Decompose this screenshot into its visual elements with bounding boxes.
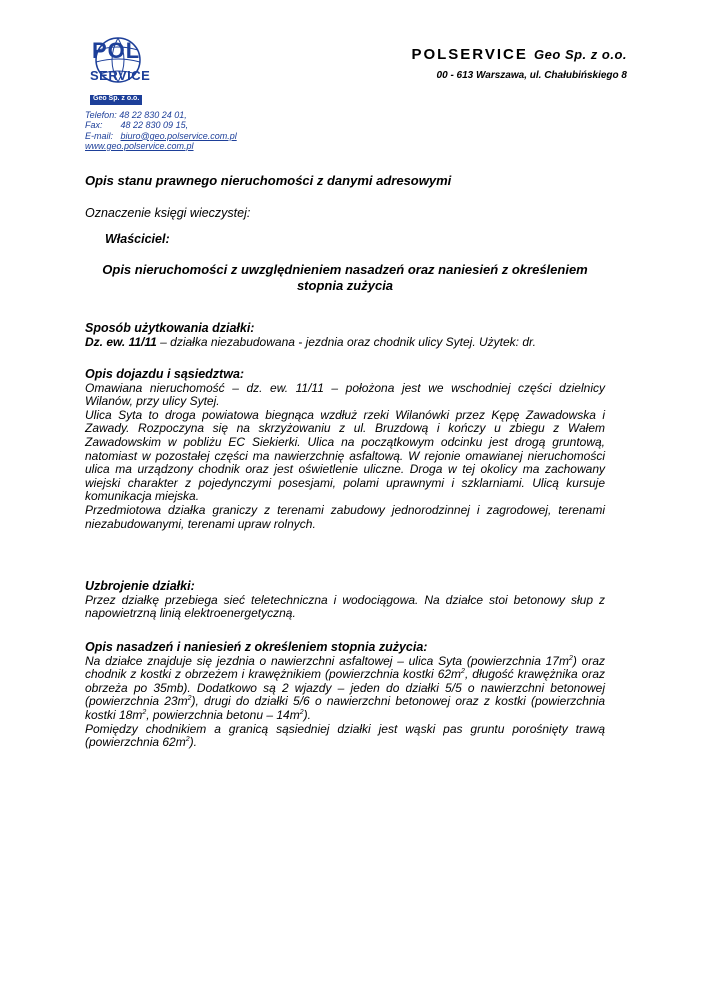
fax-value: 48 22 830 09 15, (120, 120, 189, 131)
superscript: 2 (568, 654, 573, 662)
text-fragment: Na działce znajduje się jezdnia o nawierzchni asfaltowej – ulica Syta (powierzchnia 17m (85, 653, 569, 668)
section-paragraph (85, 655, 605, 723)
contact-block (85, 110, 237, 151)
parcel-number: Dz. ew. 11/11 (85, 334, 157, 349)
www-line (85, 141, 237, 151)
superscript: 2 (142, 708, 147, 716)
superscript: 2 (299, 708, 304, 716)
phone-value: 48 22 830 24 01, (119, 110, 187, 120)
superscript: 2 (185, 736, 190, 744)
section-heading: Opis dojazdu i sąsiedztwa: (85, 367, 245, 381)
logo-text-pol: POL (92, 38, 141, 63)
company-name-suffix: Geo Sp. z o.o. (534, 47, 627, 62)
logo-text-geo: Geo Sp. z o.o. (93, 95, 140, 102)
company-address: 00 - 613 Warszawa, ul. Chałubińskiego 8 (436, 70, 627, 81)
superscript: 2 (461, 668, 465, 676)
text-fragment: ) oraz chodnik z kostki z obrzeżem i krawężnikiem (powierzchnia kostki 62m (85, 653, 605, 682)
email-label: E-mail: (85, 130, 114, 141)
section-paragraph: Przez działkę przebiega sieć teletechniczna i wodociągowa. Na działce stoi betonowy słup z napowietrzną linią elektroenergetyczną. (85, 592, 605, 621)
owner-label: Właściciel: (105, 232, 170, 246)
text-fragment: ). (189, 735, 197, 750)
section-heading: Sposób użytkowania działki: (85, 321, 255, 335)
text-fragment: , długość krawężnika oraz obrzeża po 35mb). Dodatkowo są 2 wjazdy – jeden do działki 5/5 o nawierzchni betonowej (powierzchnia 23m (85, 667, 605, 709)
section-improvements (85, 641, 605, 750)
logo-text-service: SERVICE (90, 68, 151, 83)
section-paragraph (85, 723, 605, 750)
phone-line (85, 110, 237, 120)
email-link[interactable]: biuro@geo.polservice.com.pl (120, 130, 237, 141)
section-access-neighbourhood (85, 368, 605, 531)
company-name-main: POLSERVICE (411, 46, 528, 63)
land-register-label: Oznaczenie księgi wieczystej: (85, 206, 251, 220)
text-fragment: ). (303, 707, 311, 722)
section-paragraph (85, 336, 605, 350)
text-fragment: , powierzchnia betonu – 14m (146, 707, 300, 722)
text-fragment: Pomiędzy chodnikiem a granicą sąsiedniej działki jest wąski pas gruntu porośnięty trawą (powierzchnia 62m (85, 721, 605, 750)
section-utilities (85, 580, 605, 621)
fax-line (85, 120, 237, 130)
section-paragraph: Przedmiotowa działka graniczy z terenami zabudowy jednorodzinnej i zagrodowej, terenami niezabudowanymi, terenami upraw rolnych. (85, 502, 605, 531)
website-link[interactable]: www.geo.polservice.com.pl (85, 140, 194, 151)
land-use-text: – działka niezabudowana - jezdnia oraz chodnik ulicy Sytej. Użytek: dr. (156, 334, 536, 349)
company-name (411, 46, 627, 63)
company-header (411, 46, 627, 81)
title-property-description: Opis nieruchomości z uwzględnieniem nasadzeń oraz naniesień z określeniem stopnia zużycia (102, 262, 588, 293)
section-heading: Uzbrojenie działki: (85, 579, 195, 593)
company-logo (88, 36, 151, 106)
superscript: 2 (187, 695, 192, 703)
email-line (85, 131, 237, 141)
section-land-use (85, 322, 605, 349)
title-legal-status: Opis stanu prawnego nieruchomości z danymi adresowymi (85, 173, 452, 188)
text-fragment: ), drugi do działki 5/6 o nawierzchni betonowej oraz z kostki (powierzchnia kostki 18m (85, 694, 605, 722)
section-paragraph: Omawiana nieruchomość – dz. ew. 11/11 – położona jest we wschodniej części dzielnicy Wilanów, przy ulicy Sytej. (85, 380, 605, 409)
section-paragraph: Ulica Syta to droga powiatowa biegnąca wzdłuż rzeki Wilanówki przez Kępę Zawadowska i Zawady. Rozpoczyna się na skrzyżowaniu z ul. Bruzdową i kończy u zbiegu z Wałem Zawadowskim w pobliżu EC Siekierki. Ulica na początkowym odcinku jest drogą gruntową, natomiast w pozostałej części ma nawierzchnię asfaltową. W rejonie omawianej nieruchomości ulica ma urządzony chodnik oraz jest oświetlenie uliczne. Droga w tej okolicy ma zachowany wiejski charakter z pojedynczymi posesjami, polami uprawnymi i szklarniami. Ulicą kursuje komunikacja miejska. (85, 407, 605, 504)
section-heading: Opis nasadzeń i naniesień z określeniem stopnia zużycia: (85, 640, 428, 654)
fax-label: Fax: (85, 120, 103, 131)
phone-label: Telefon: (85, 110, 117, 120)
